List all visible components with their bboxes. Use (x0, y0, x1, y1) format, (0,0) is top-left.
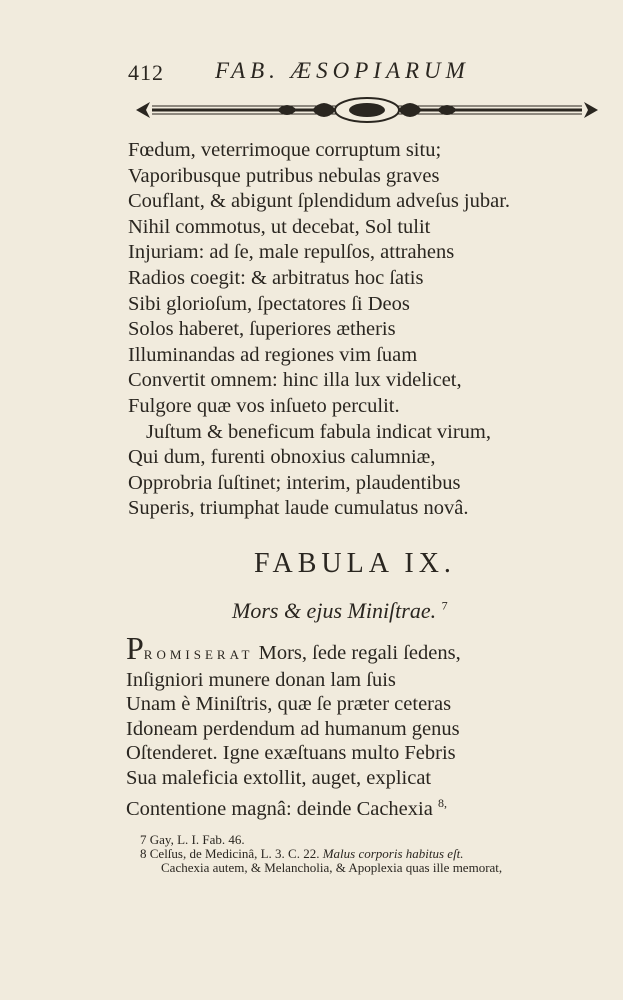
verse-line: Nihil commotus, ut decebat, Sol tulit (128, 215, 431, 238)
running-head: FAB. ÆSOPIARUM (215, 58, 470, 83)
fable-line: Idoneam perdendum ad humanum genus (126, 717, 460, 740)
verse-line: Solos haberet, ſuperiores ætheris (128, 318, 396, 341)
decorative-rule-ornament-icon (132, 94, 602, 126)
fable-subtitle (232, 598, 448, 624)
footnote-7: 7 Gay, L. I. Fab. 46. (140, 832, 245, 847)
subtitle-note-ref: 7 (441, 598, 448, 613)
footnotes (140, 833, 610, 875)
verse-line: Fulgore quæ vos inſueto perculit. (128, 394, 400, 417)
footnote-8 (140, 847, 610, 861)
subtitle-text: Mors & ejus Miniſtrae. (232, 598, 437, 623)
footnote-8-text: 8 Celſus, de Medicinâ, L. 3. C. 22. (140, 846, 320, 861)
fable-title: FABULA IX. (254, 548, 456, 579)
fable-line: Sua maleficia extollit, auget, explicat (126, 766, 432, 789)
drop-cap: P (126, 630, 144, 666)
verse-line: Couflant, & abigunt ſplendidum adveſus jubar. (128, 190, 511, 213)
fable-line: Unam è Miniſtris, quæ ſe præter ceteras (126, 693, 452, 716)
first-line-rest: Mors, ſede regali ſedens, (253, 642, 461, 664)
fable-text (126, 630, 606, 821)
fable-line: Inſigniori munere donan lam ſuis (126, 668, 396, 691)
fable-first-line (126, 630, 606, 668)
moral-line: Opprobria ſuſtinet; interim, plaudentibus (128, 471, 461, 494)
verse-line: Injuriam: ad ſe, male repulſos, attrahens (128, 241, 455, 264)
verse-line: Radios coegit: & arbitratus hoc ſatis (128, 266, 424, 289)
verse-block (128, 138, 608, 522)
verse-line: Illuminandas ad regiones vim ſuam (128, 343, 418, 366)
fable-line-text: Contentione magnâ: deinde Cachexia (126, 797, 433, 820)
moral-line: Juſtum & beneficum fabula indicat virum, (146, 420, 491, 443)
moral-line: Superis, triumphat laude cumulatus novâ. (128, 497, 469, 520)
verse-line: Vaporibusque putribus nebulas graves (128, 164, 440, 187)
first-word-smallcaps: ROMISERAT (143, 647, 254, 662)
verse-line: Convertit omnem: hinc illa lux videlicet, (128, 369, 462, 392)
fable-line (126, 791, 606, 821)
verse-line: Sibi glorioſum, ſpectatores ſi Deos (128, 292, 410, 315)
footnote-8-continued: Cachexia autem, & Melancholia, & Apoplexia quas ille memorat, (161, 860, 503, 875)
footnote-8-italic: Malus corporis habitus eſt. (322, 846, 464, 861)
moral-line: Qui dum, furenti obnoxius calumniæ, (128, 446, 436, 469)
footnote-ref: 8, (437, 795, 447, 810)
page-number: 412 (128, 60, 164, 85)
verse-line: Fœdum, veterrimoque corruptum situ; (128, 139, 442, 161)
fable-line: Oſtenderet. Igne exæſtuans multo Febris (126, 742, 456, 765)
